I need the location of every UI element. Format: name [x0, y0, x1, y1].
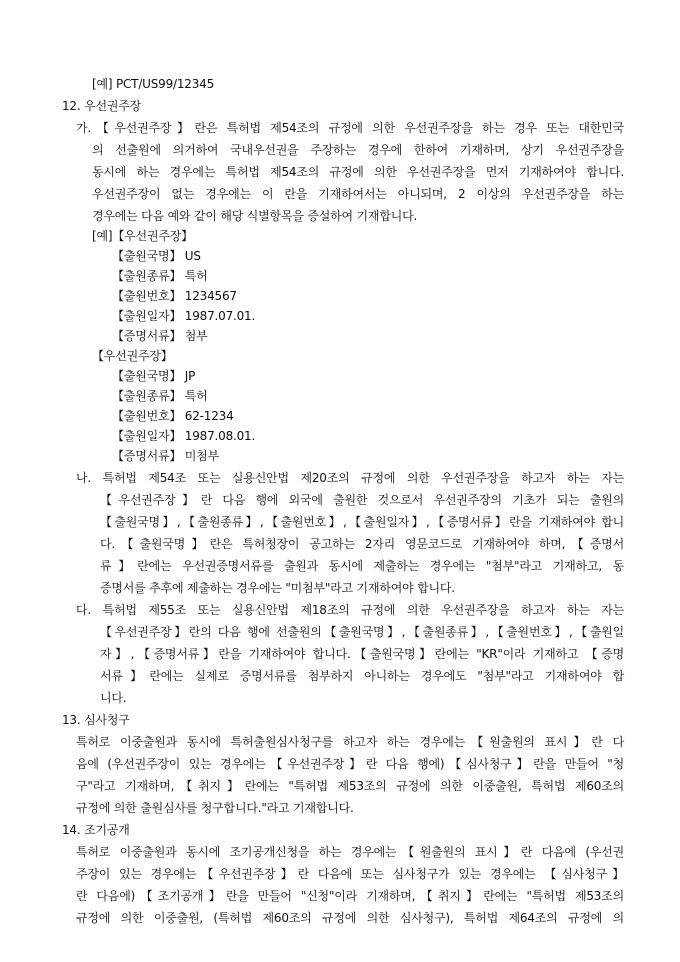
- text-line: 【출원일자】 1987.07.01.: [112, 309, 256, 323]
- text-line: 나. 특허법 제54조 또는 실용신안법 제20조의 규정에 의한 우선권주장을 하고자 하는 자는: [76, 471, 624, 485]
- text-line: 다.【출원국명】란은 특허청장이 공고하는 2자리 영문코드로 기재하여야 하며,【증명서: [100, 537, 624, 551]
- text-line: [예]【우선권주장】: [92, 229, 193, 243]
- text-line: 경우에는 다음 예와 같이 해당 식별항목을 증설하여 기재합니다.: [92, 209, 418, 223]
- text-line: 【출원번호】 62-1234: [112, 409, 234, 423]
- text-line: 【출원일자】 1987.08.01.: [112, 429, 256, 443]
- text-line: 니다.: [100, 691, 127, 705]
- text-line: 12. 우선권주장: [62, 99, 142, 113]
- text-line: 다. 특허법 제55조 또는 실용신안법 제18조의 규정에 의한 우선권주장을 하고자 하는 자는: [76, 603, 624, 617]
- text-line: 동시에 하는 경우에는 특허법 제54조의 규정에 의한 우선권주장을 먼저 기재하여야 합니다.: [92, 165, 624, 179]
- text-line: 특허로 이중출원과 동시에 조기공개신청을 하는 경우에는【원출원의 표시】란 다음에 (우선권: [76, 845, 624, 859]
- text-line: 【출원국명】,【출원종류】,【출원번호】,【출원일자】,【증명서류】란을 기재하여야 합니: [100, 515, 624, 529]
- text-line: 규정에 의한 이중출원, (특허법 제60조의 규정에 의한 심사청구), 특허법 제64조의 규정에 의: [76, 911, 624, 925]
- text-line: 의 선출원에 의거하여 국내우선권을 주장하는 경우에 한하여 기재하며, 상기 우선권주장을: [92, 143, 624, 157]
- text-line: 주장이 있는 경우에는【우선권주장】란 다음에 또는 심사청구가 있는 경우에는 【심사청구】: [76, 867, 624, 881]
- text-line: 【출원종류】 특허: [112, 269, 208, 283]
- text-line: 【우선권주장】란 다음 행에 외국에 출원한 것으로서 우선권주장의 기초가 되는 출원의: [100, 493, 624, 507]
- text-line: 규정에 의한 출원심사를 청구합니다."라고 기재합니다.: [76, 801, 354, 815]
- text-line: 【증명서류】 미첨부: [112, 449, 219, 463]
- text-line: 서류】란에는 실제로 증명서류를 첨부하지 아니하는 경우에도 "첨부"라고 기재하여야 합: [100, 669, 624, 683]
- text-line: 【우선권주장】: [92, 349, 173, 363]
- text-line: 류】란에는 우선권증명서류를 출원과 동시에 제출하는 경우에는 "첨부"라고 기재하고, 동: [100, 559, 624, 573]
- text-line: 【출원번호】 1234567: [112, 289, 237, 303]
- text-line: 자】,【증명서류】란을 기재하여야 합니다.【출원국명】란에는 "KR"이라 기재하고 【증명: [100, 647, 624, 661]
- text-line: 란 다음에)【조기공개】란을 만들어 "신청"이라 기재하며,【취지】란에는 "특허법 제53조의: [76, 889, 624, 903]
- text-line: 【출원국명】 JP: [112, 369, 196, 383]
- text-line: 13. 심사청구: [62, 713, 130, 727]
- text-line: 음에 (우선권주장이 있는 경우에는【우선권주장】란 다음 행에)【심사청구】란을 만들어 "청: [76, 757, 624, 771]
- text-line: 가.【우선권주장】란은 특허법 제54조의 규정에 의한 우선권주장을 하는 경우 또는 대한민국: [76, 121, 624, 135]
- text-line: [예] PCT/US99/12345: [92, 77, 215, 91]
- text-line: 우선권주장이 없는 경우에는 이 란을 기재하여서는 아니되며, 2 이상의 우선권주장을 하는: [92, 187, 624, 201]
- text-line: 【우선권주장】란의 다음 행에 선출원의【출원국명】,【출원종류】,【출원번호】,【출원일: [100, 625, 624, 639]
- text-line: 【출원국명】 US: [112, 249, 201, 263]
- text-line: 【출원종류】 특허: [112, 389, 208, 403]
- text-line: 14. 조기공개: [62, 823, 130, 837]
- text-line: 【증명서류】 첨부: [112, 329, 208, 343]
- text-line: 특허로 이중출원과 동시에 특허출원심사청구를 하고자 하는 경우에는【원출원의 표시】란 다: [76, 735, 624, 749]
- text-line: 증명서를 추후에 제출하는 경우에는 "미첨부"라고 기재하여야 합니다.: [100, 581, 455, 595]
- text-line: 구"라고 기재하며,【취지】란에는 "특허법 제53조의 규정에 의한 이중출원, 특허법 제60조의: [76, 779, 624, 793]
